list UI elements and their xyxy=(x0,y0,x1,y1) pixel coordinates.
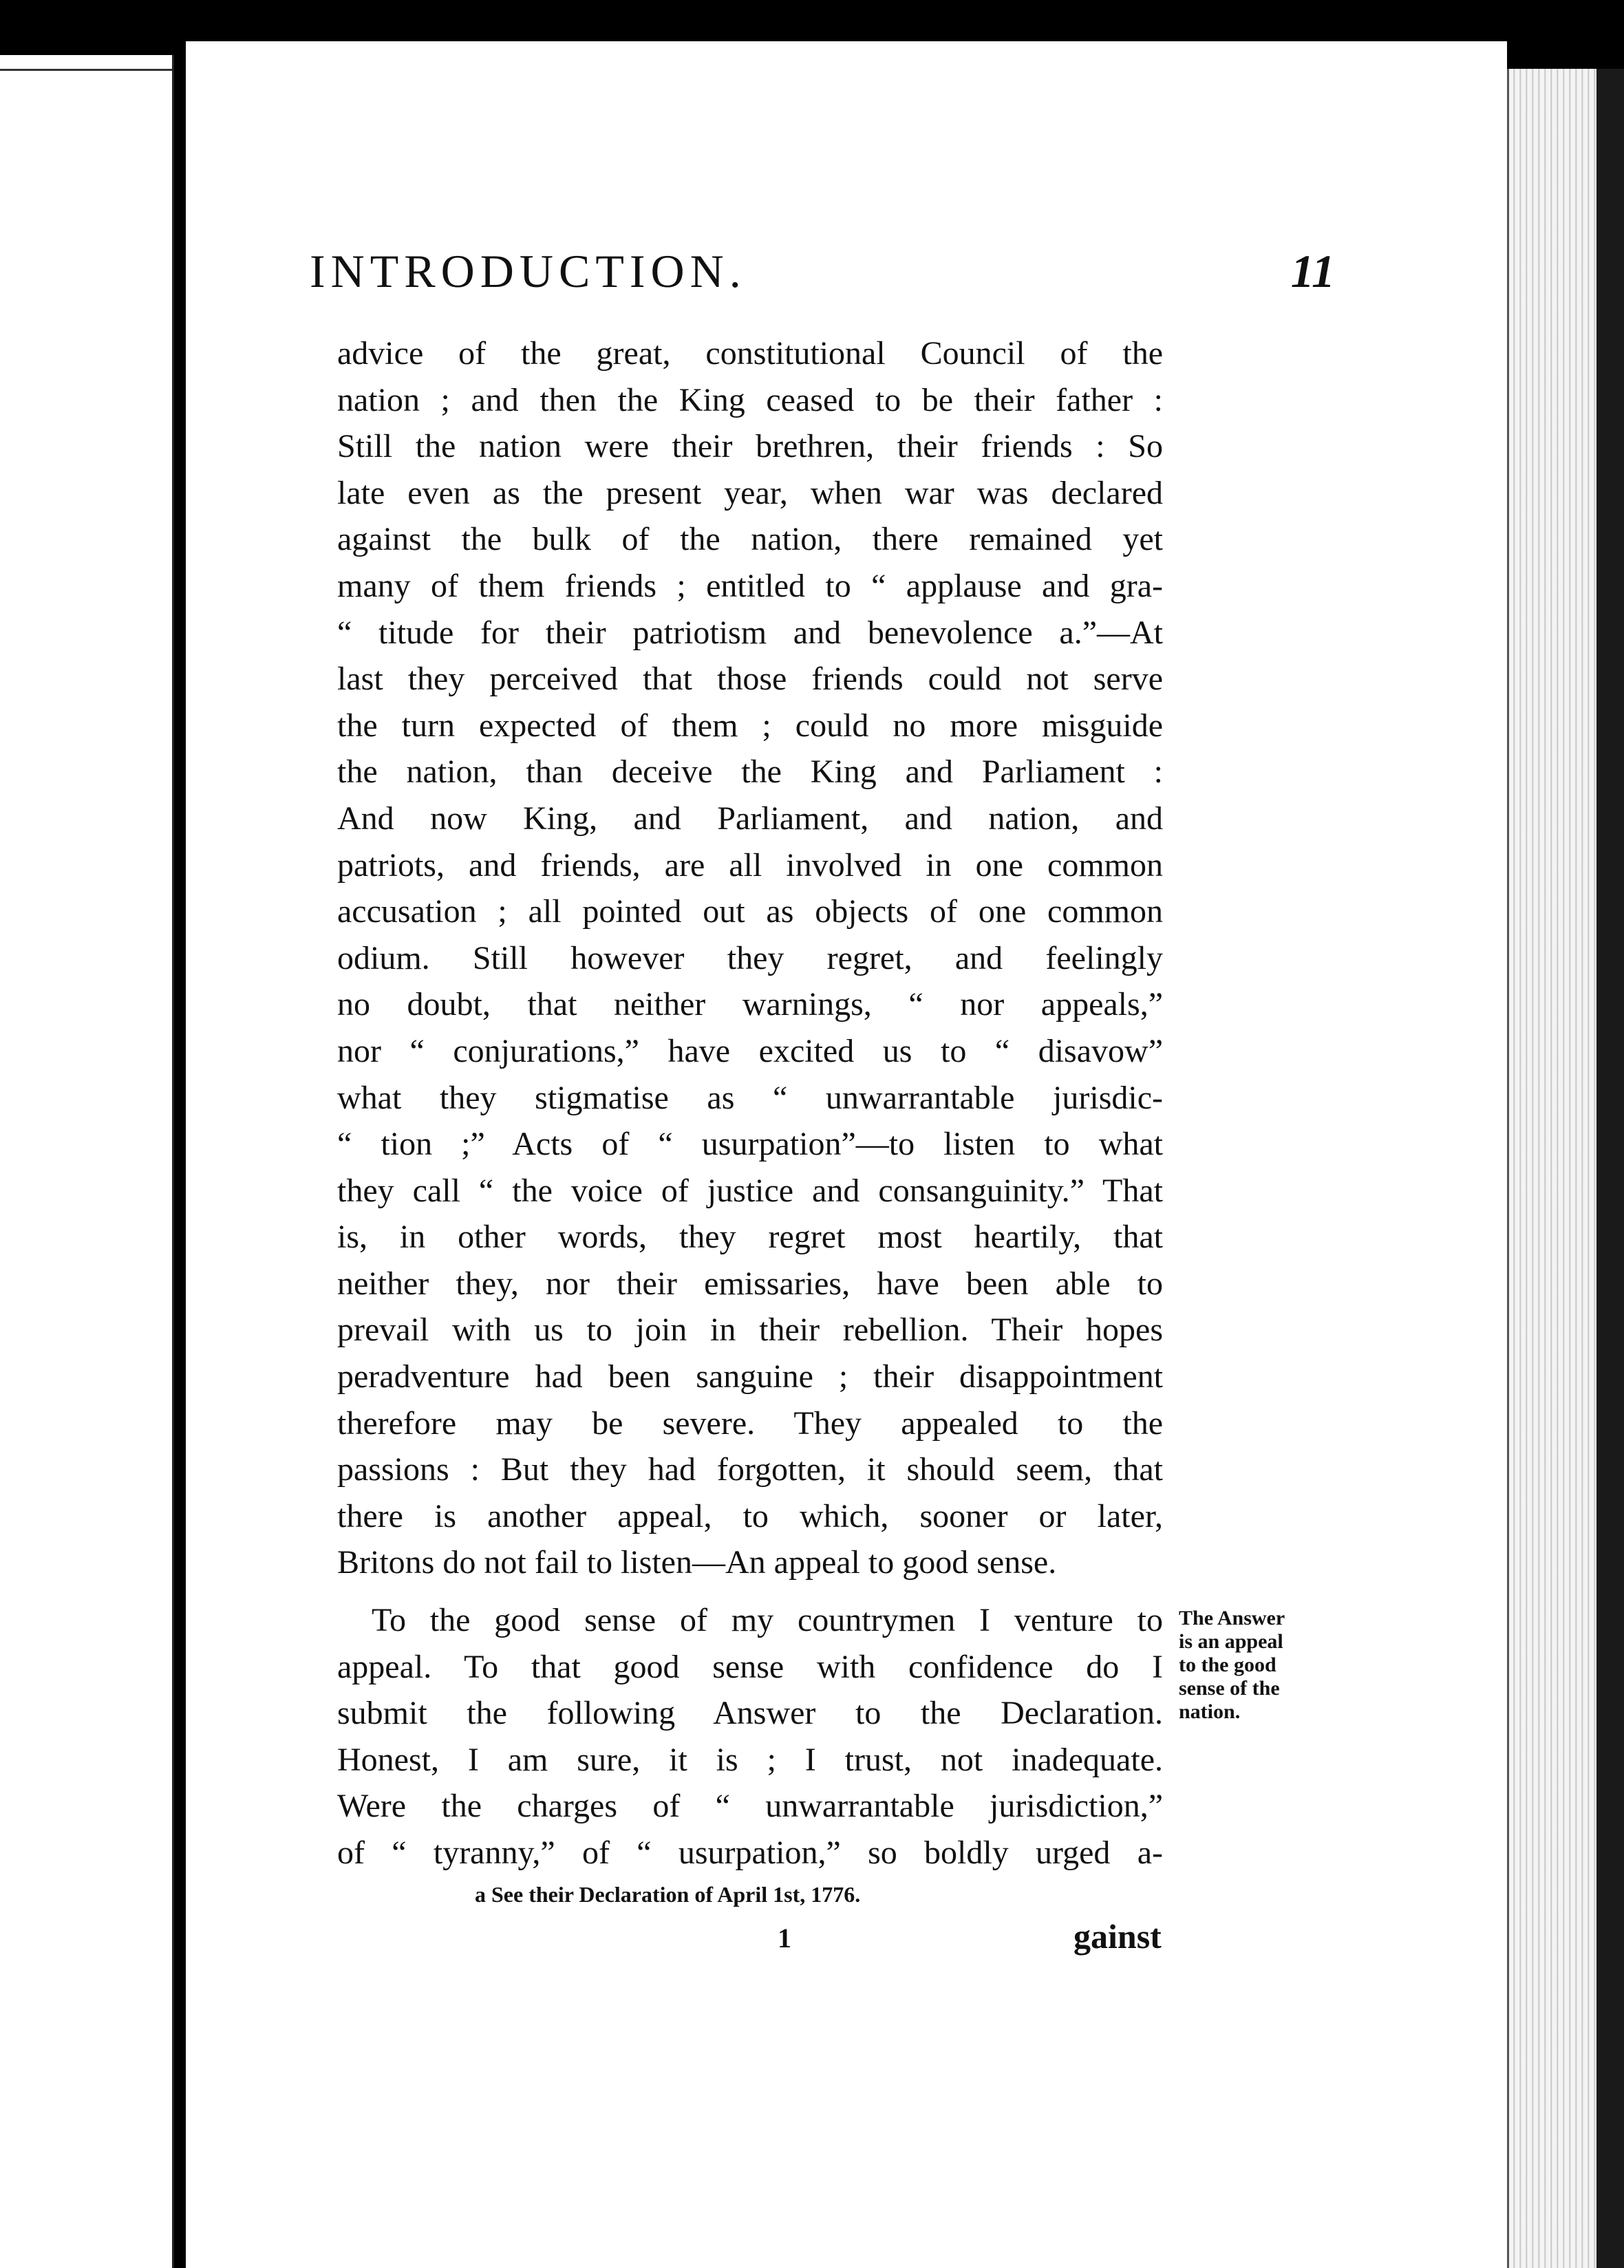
text-line: passions : But they had forgotten, it should seem, that xyxy=(337,1451,1163,1488)
text-line: Britons do not fail to listen—An appeal to good sense. xyxy=(337,1544,1057,1581)
text-line: the turn expected of them ; could no more misguide xyxy=(337,707,1163,744)
margin-note-line: nation. xyxy=(1179,1700,1241,1723)
text-line: advice of the great, constitutional Council of the xyxy=(337,335,1163,372)
book-edge-shadow xyxy=(1596,69,1624,2268)
paragraph-1 xyxy=(337,330,1163,1586)
running-head-title: INTRODUCTION. xyxy=(310,245,747,297)
text-line: “ titude for their patriotism and benevolence a.”—At xyxy=(337,614,1163,651)
page-number: 11 xyxy=(1290,245,1335,297)
text-line: submit the following Answer to the Declaration. xyxy=(337,1695,1163,1732)
footnote: a See their Declaration of April 1st, 1776. xyxy=(475,1882,861,1907)
text-line: Were the charges of “ unwarrantable jurisdiction,” xyxy=(337,1788,1163,1825)
text-line: they call “ the voice of justice and consanguinity.” That xyxy=(337,1172,1163,1209)
text-line: neither they, nor their emissaries, have been able to xyxy=(337,1265,1163,1302)
paragraph-2 xyxy=(337,1597,1163,1876)
text-line: nor “ conjurations,” have excited us to “ disavow” xyxy=(337,1032,1163,1069)
text-line: many of them friends ; entitled to “ applause and gra- xyxy=(337,567,1163,604)
margin-note-line: to the good xyxy=(1179,1654,1276,1676)
text-line: what they stigmatise as “ unwarrantable jurisdic- xyxy=(337,1079,1163,1116)
book-fore-edge xyxy=(1507,69,1599,2268)
text-line: last they perceived that those friends could not serve xyxy=(337,661,1163,698)
text-line: no doubt, that neither warnings, “ nor appeals,” xyxy=(337,986,1163,1023)
signature-mark: 1 xyxy=(778,1923,791,1954)
text-line: Honest, I am sure, it is ; I trust, not inadequate. xyxy=(337,1741,1163,1778)
text-line: therefore may be severe. They appealed to the xyxy=(337,1404,1163,1442)
text-line: is, in other words, they regret most heartily, that xyxy=(337,1219,1163,1256)
text-line: Still the nation were their brethren, their friends : So xyxy=(337,428,1163,465)
text-line: the nation, than deceive the King and Parliament : xyxy=(337,753,1163,791)
text-line: And now King, and Parliament, and nation, and xyxy=(337,800,1163,837)
text-line: “ tion ;” Acts of “ usurpation”—to listen to what xyxy=(337,1126,1163,1163)
margin-note xyxy=(1179,1607,1327,1724)
text-line: there is another appeal, to which, sooner or later, xyxy=(337,1497,1163,1534)
text-line: against the bulk of the nation, there remained yet xyxy=(337,521,1163,558)
margin-note-line: The Answer xyxy=(1179,1607,1285,1629)
text-line: nation ; and then the King ceased to be their father : xyxy=(337,381,1163,418)
text-line: To the good sense of my countrymen I venture to xyxy=(372,1602,1163,1639)
text-line: accusation ; all pointed out as objects of one common xyxy=(337,893,1163,930)
running-head xyxy=(310,244,1335,299)
text-line: prevail with us to join in their rebellion. Their hopes xyxy=(337,1312,1163,1349)
text-line: late even as the present year, when war was declared xyxy=(337,474,1163,511)
margin-note-line: is an appeal xyxy=(1179,1630,1283,1653)
body-text xyxy=(337,330,1163,1876)
left-page-edge xyxy=(0,55,174,2268)
text-line: peradventure had been sanguine ; their disappointment xyxy=(337,1358,1163,1395)
catchword: gainst xyxy=(1073,1917,1162,1956)
text-line: of “ tyranny,” of “ usurpation,” so boldly urged a- xyxy=(337,1834,1163,1871)
text-line: appeal. To that good sense with confidence do I xyxy=(337,1648,1163,1685)
text-line: odium. Still however they regret, and feelingly xyxy=(337,939,1163,976)
text-line: patriots, and friends, are all involved in one common xyxy=(337,846,1163,884)
margin-note-line: sense of the xyxy=(1179,1677,1280,1700)
